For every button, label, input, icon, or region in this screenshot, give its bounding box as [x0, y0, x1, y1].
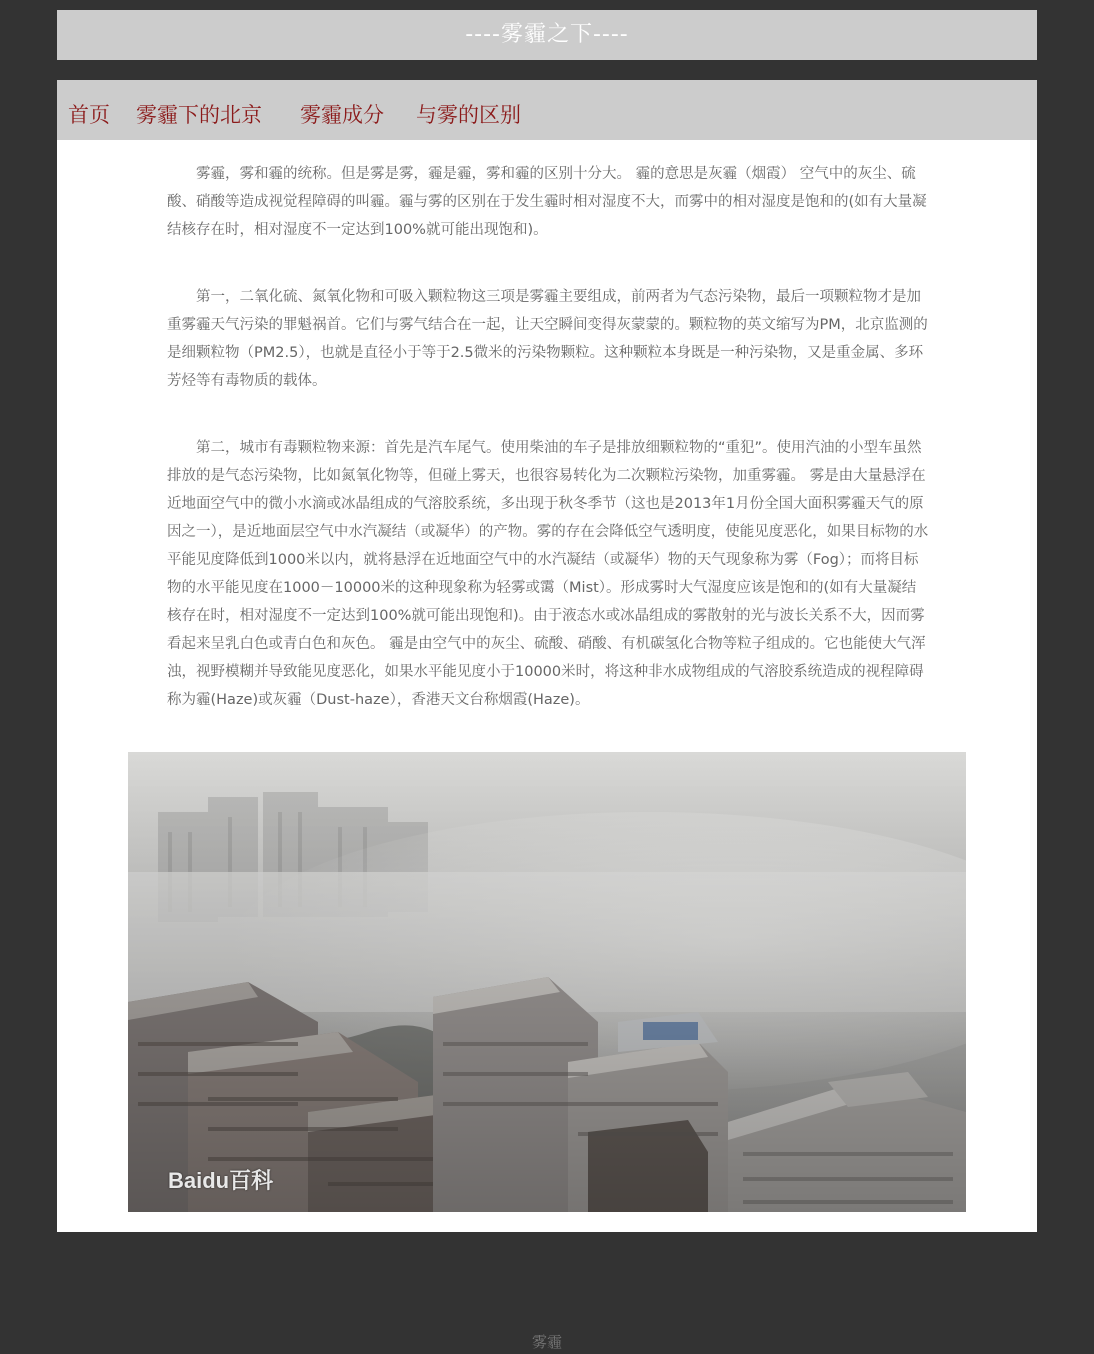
nav-link-smog-components[interactable]: 雾霾成分: [300, 103, 384, 127]
components-paragraph: 第一，二氧化硫、氮氧化物和可吸入颗粒物这三项是雾霾主要组成，前两者为气态污染物，最后一项颗粒物才是加重雾霾天气污染的罪魁祸首。它们与雾气结合在一起，让天空瞬间变得灰蒙蒙的。颗粒物的英文缩写为PM，北京监测的是细颗粒物（PM2.5），也就是直径小于等于2.5微米的污染物颗粒。这种颗粒本身既是一种污染物，又是重金属、多环芳烃等有毒物质的载体。: [167, 289, 928, 389]
intro-paragraph: 雾霾，雾和霾的统称。但是雾是雾，霾是霾，雾和霾的区别十分大。 霾的意思是灰霾（烟霞） 空气中的灰尘、硫酸、硝酸等造成视觉程障碍的叫霾。霾与雾的区别在于发生霾时相对湿度不大，而雾中的相对湿度是饱和的(如有大量凝结核存在时，相对湿度不一定达到100%就可能出现饱和)。: [167, 166, 927, 238]
site-header: [57, 10, 1037, 60]
nav-link-fog-difference[interactable]: 与雾的区别: [416, 103, 521, 127]
main-nav: [57, 80, 1037, 140]
smog-city-photo: [128, 752, 966, 1212]
site-footer: [0, 1330, 1094, 1354]
footer-text: 雾霾: [531, 1333, 562, 1351]
main-content: [57, 140, 1037, 1232]
nav-link-beijing-smog[interactable]: 雾霾下的北京: [136, 103, 262, 127]
photo-watermark: Baidu百科: [168, 1168, 274, 1193]
site-title: ----雾霾之下----: [465, 22, 629, 47]
nav-link-home[interactable]: 首页: [68, 103, 110, 127]
sources-paragraph: 第二，城市有毒颗粒物来源：首先是汽车尾气。使用柴油的车子是排放细颗粒物的“重犯”。使用汽油的小型车虽然排放的是气态污染物，比如氮氧化物等，但碰上雾天，也很容易转化为二次颗粒污染物，加重雾霾。 雾是由大量悬浮在近地面空气中的微小水滴或冰晶组成的气溶胶系统，多出现于秋冬季节（这也是2013年1月份全国大面积雾霾天气的原因之一），是近地面层空气中水汽凝结（或凝华）的产物。雾的存在会降低空气透明度，使能见度恶化，如果目标物的水平能见度降低到1000米以内，就将悬浮在近地面空气中的水汽凝结（或凝华）物的天气现象称为雾（Fog）；而将目标物的水平能见度在1000－10000米的这种现象称为轻雾或霭（Mist）。形成雾时大气湿度应该是饱和的(如有大量凝结核存在时，相对湿度不一定达到100%就可能出现饱和)。由于液态水或冰晶组成的雾散射的光与波长关系不大，因而雾看起来呈乳白色或青白色和灰色。 霾是由空气中的灰尘、硫酸、硝酸、有机碳氢化合物等粒子组成的。它也能使大气浑浊，视野模糊并导致能见度恶化，如果水平能见度小于10000米时，将这种非水成物组成的气溶胶系统造成的视程障碍称为霾(Haze)或灰霾（Dust-haze），香港天文台称烟霞(Haze)。: [167, 440, 929, 708]
